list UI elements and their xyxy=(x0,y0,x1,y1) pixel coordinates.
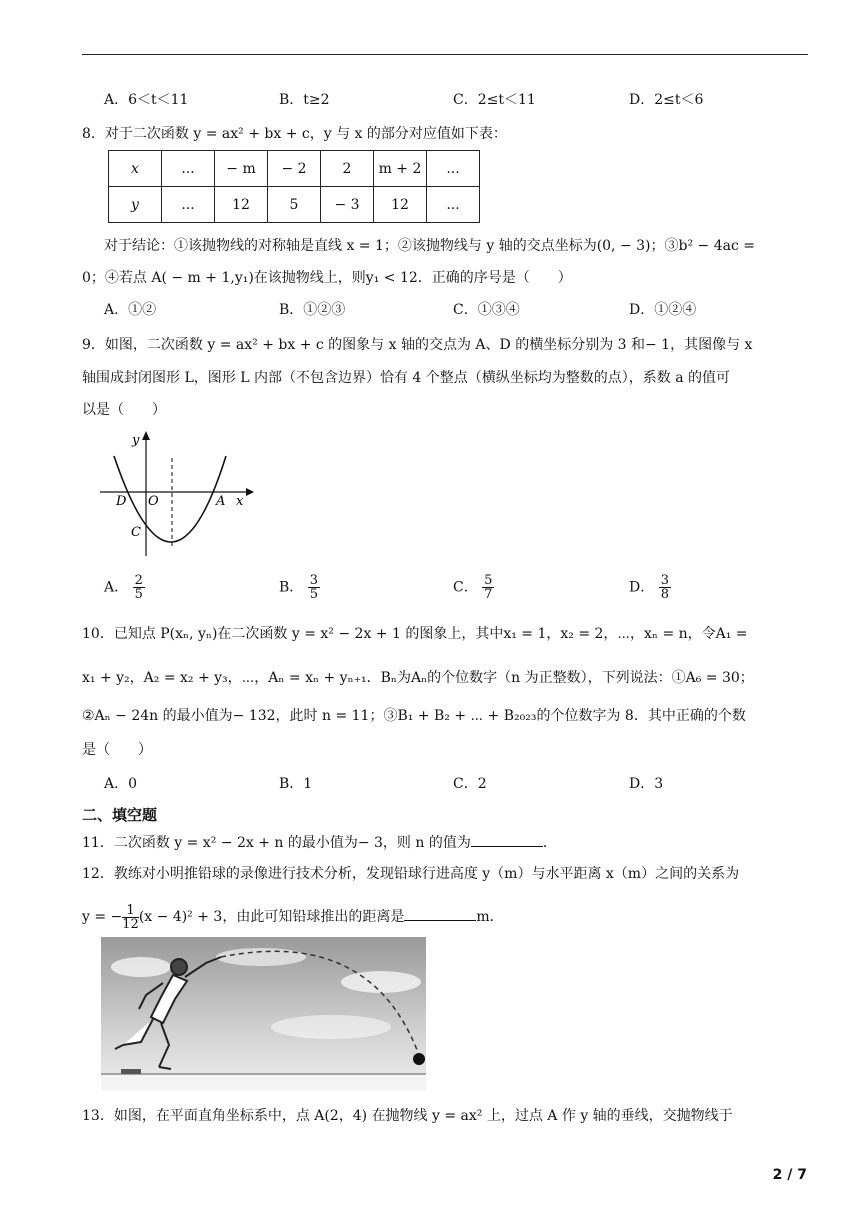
parabola-graph xyxy=(96,428,256,563)
header-rule xyxy=(82,54,808,55)
q9-option-a[interactable] xyxy=(104,574,145,601)
option-fraction: $\frac{5}{7}$ xyxy=(484,573,493,602)
point-d-label: D xyxy=(116,494,127,509)
option-label: D． xyxy=(629,579,655,596)
table-cell: m + 2 xyxy=(374,151,427,187)
q12-fraction: $\frac{1}{12}$ xyxy=(122,902,139,932)
q7-option-c[interactable]: C．2≤t＜11 xyxy=(453,92,536,108)
q12-line-1: 12．教练对小明推铅球的录像进行技术分析，发现铅球行进高度 y（m）与水平距离 x（m）之间的关系为 xyxy=(82,866,740,882)
q11-answer-blank[interactable] xyxy=(471,832,543,847)
q9-option-b[interactable] xyxy=(279,574,320,601)
q13-line-1: 13．如图，在平面直角坐标系中，点 A(2，4) 在抛物线 y = ax² 上，过点 A 作 y 轴的垂线，交抛物线于 xyxy=(82,1108,733,1124)
shot-put-illustration xyxy=(101,937,426,1091)
q8-option-d[interactable]: D．①②④ xyxy=(629,302,697,318)
table-cell: ... xyxy=(427,151,480,187)
cloud xyxy=(271,1015,391,1039)
point-a-label: A xyxy=(216,494,226,509)
q12-formula-lhs: y = − xyxy=(82,909,123,925)
q12-line-2 xyxy=(82,902,504,932)
cloud xyxy=(111,957,171,977)
q11 xyxy=(82,832,557,853)
q9-line-1: 9．如图，二次函数 y = ax² + bx + c 的图象与 x 轴的交点为 A、D 的横坐标分别为 3 和− 1，其图像与 x xyxy=(82,337,753,353)
table-cell: ... xyxy=(162,151,215,187)
page-number: 2 / 7 xyxy=(772,1167,807,1183)
table-cell: ... xyxy=(427,187,480,223)
q12-unit: m． xyxy=(476,909,504,925)
option-fraction: $\frac{3}{8}$ xyxy=(660,573,669,602)
q10-option-b[interactable]: B．1 xyxy=(279,776,313,792)
x-axis-label: x xyxy=(236,494,244,509)
q12-answer-blank[interactable] xyxy=(404,906,476,921)
section-heading: 二、填空题 xyxy=(82,806,158,824)
q11-text: 11．二次函数 y = x² − 2x + n 的最小值为− 3，则 n 的值为 xyxy=(82,835,471,851)
q10-option-d[interactable]: D．3 xyxy=(629,776,664,792)
q8-option-a[interactable]: A．①② xyxy=(104,302,157,318)
q9-line-3: 以是（ ） xyxy=(82,402,166,418)
table-cell: 12 xyxy=(215,187,268,223)
q7-option-b[interactable]: B．t≥2 xyxy=(279,92,330,108)
q8-text-2: 0；④若点 A( − m + 1,y₁)在该抛物线上，则y₁ < 12．正确的序号是（ ） xyxy=(82,270,572,286)
cloud xyxy=(341,971,421,993)
table-cell: − m xyxy=(215,151,268,187)
q8-option-c[interactable]: C．①③④ xyxy=(453,302,520,318)
q7-option-a[interactable]: A．6＜t＜11 xyxy=(104,92,189,108)
table-cell: − 2 xyxy=(268,151,321,187)
option-fraction: $\frac{2}{5}$ xyxy=(134,573,143,602)
option-fraction: $\frac{3}{5}$ xyxy=(309,573,319,602)
table-cell: 2 xyxy=(321,151,374,187)
q10-line-1: 10．已知点 P(xₙ, yₙ)在二次函数 y = x² − 2x + 1 的图象上，其中x₁ = 1，x₂ = 2，⋯，xₙ = n，令A₁ = xyxy=(82,626,748,642)
q8-stem: 8．对于二次函数 y = ax² + bx + c，y 与 x 的部分对应值如下表： xyxy=(82,126,507,142)
q8-text-1: 对于结论：①该抛物线的对称轴是直线 x = 1；②该抛物线与 y 轴的交点坐标为(0, − 3)；③b² − 4ac = xyxy=(104,238,755,254)
q9-option-c[interactable] xyxy=(453,574,494,601)
q10-option-a[interactable]: A．0 xyxy=(104,776,138,792)
q10-option-c[interactable]: C．2 xyxy=(453,776,487,792)
x-axis-arrow-icon xyxy=(246,488,254,496)
ground xyxy=(101,1073,426,1091)
y-axis-label: y xyxy=(132,433,140,448)
stop-board xyxy=(121,1069,141,1074)
table-cell: − 3 xyxy=(321,187,374,223)
option-label: A． xyxy=(104,579,129,596)
table-row xyxy=(109,151,480,187)
q7-option-d[interactable]: D．2≤t＜6 xyxy=(629,92,704,108)
q11-end: ． xyxy=(542,835,557,851)
q10-line-2: x₁ + y₂，A₂ = x₂ + y₃，⋯，Aₙ = xₙ + yₙ₊₁．Bₙ为Aₙ的个位数字（n 为正整数），下列说法：①A₆ = 30； xyxy=(82,670,754,686)
origin-label: O xyxy=(148,494,159,509)
y-axis-arrow-icon xyxy=(142,431,150,440)
q9-option-d[interactable] xyxy=(629,574,671,601)
table-cell: 12 xyxy=(374,187,427,223)
q10-line-4: 是（ ） xyxy=(82,742,152,758)
q10-line-3: ②Aₙ − 24n 的最小值为− 132，此时 n = 11；③B₁ + B₂ + ⋯ + B₂₀₂₃的个位数字为 8．其中正确的个数 xyxy=(82,708,746,724)
cloud xyxy=(216,948,306,966)
q8-option-b[interactable]: B．①②③ xyxy=(279,302,346,318)
option-label: C． xyxy=(453,579,478,596)
q12-formula-rhs: (x − 4)² + 3，由此可知铅球推出的距离是 xyxy=(138,909,405,925)
table-cell: y xyxy=(109,187,162,223)
option-label: B． xyxy=(279,579,304,596)
table-cell: x xyxy=(109,151,162,187)
table-row xyxy=(109,187,480,223)
q8-value-table xyxy=(108,150,480,223)
table-cell: ... xyxy=(162,187,215,223)
q9-line-2: 轴围成封闭图形 L，图形 L 内部（不包含边界）恰有 4 个整点（横纵坐标均为整数的点），系数 a 的值可 xyxy=(82,370,730,386)
point-c-label: C xyxy=(131,525,141,540)
table-cell: 5 xyxy=(268,187,321,223)
shot-ball xyxy=(413,1053,425,1065)
